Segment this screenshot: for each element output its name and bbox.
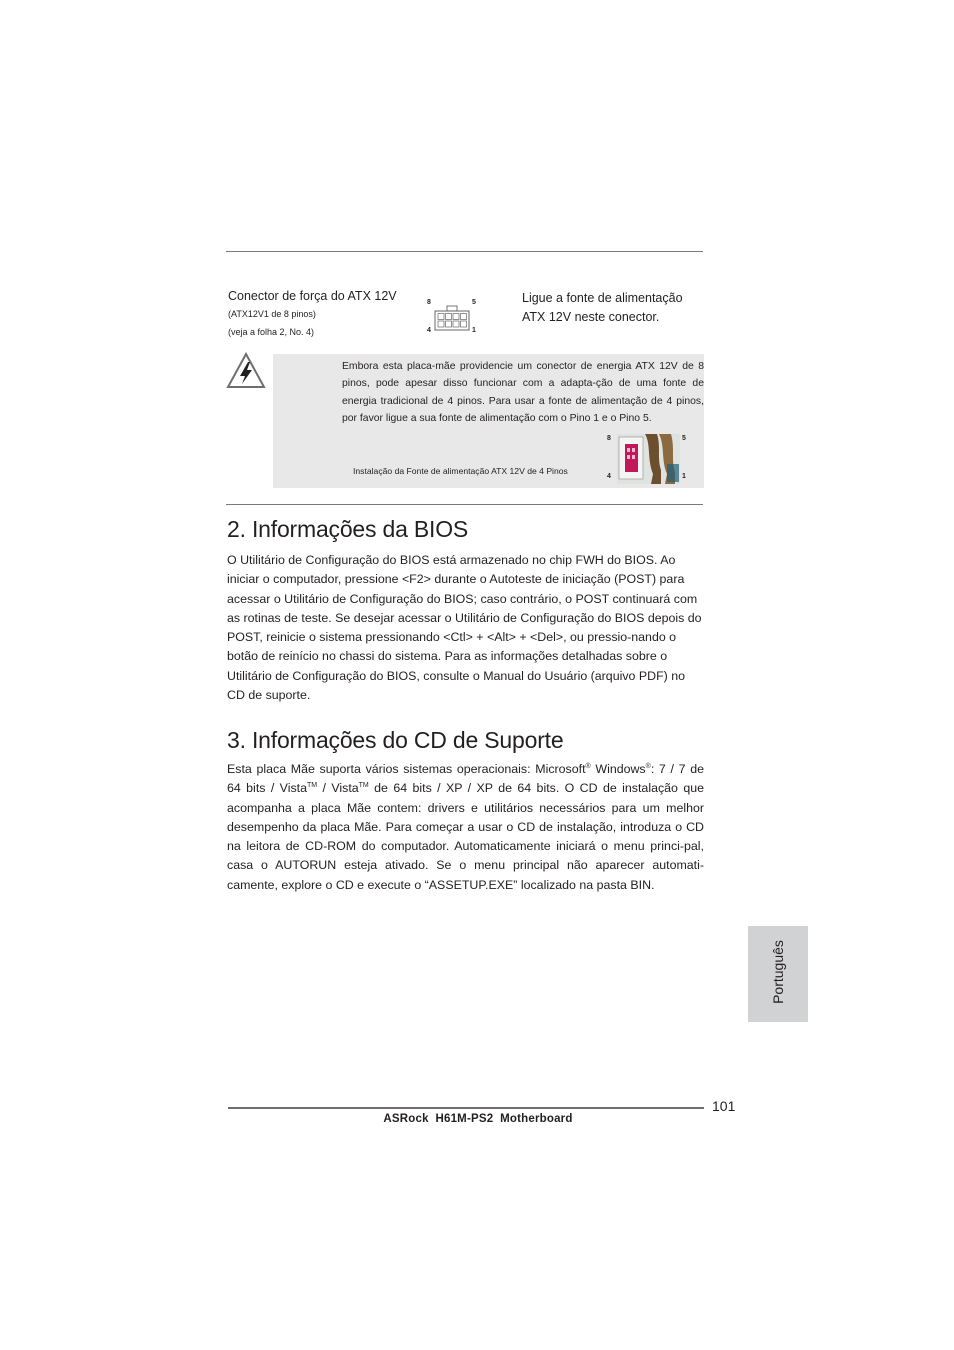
registered-mark: ® (585, 762, 591, 770)
pin-label-8: 8 (427, 299, 431, 306)
warning-high-voltage-icon (226, 352, 266, 390)
four-pin-installation-photo (617, 434, 680, 484)
connector-reference: (veja a folha 2, No. 4) (228, 327, 315, 337)
connector-title: Conector de força do ATX 12V (228, 289, 397, 303)
connector-subtitle: (ATX12V1 de 8 pinos) (228, 309, 316, 319)
section3-body (227, 760, 704, 895)
top-rule (226, 251, 703, 252)
note-text: Embora esta placa-mãe providencie um conector de energia ATX 12V de 8 pinos, pode apesar disso funcionar com a adapta-ção de uma fonte de energia tradicional de 4 pinos. Para usar a fonte de alimentação de 4 pinos, por favor ligue a sua fonte de alimentação com o Pino 1 e o Pino 5. (342, 361, 704, 424)
pin-label-5: 5 (472, 299, 476, 306)
note-pin-label-8: 8 (607, 435, 611, 442)
trademark: TM (307, 782, 318, 790)
note-box (273, 354, 704, 488)
section3-heading: 3. Informações do CD de Suporte (227, 727, 564, 753)
section3-body-part5: de 64 bits / XP / XP de 64 bits. O CD de instalação que acompanha a placa Mãe contem: drivers e utilitários necessários para um melhor desempenho da placa Mãe. Para começar a usar o CD de instalação, introduza o CD na leitora de CD-ROM do computador. Automaticamente iniciará o menu princi-pal, casa o AUTORUN esteja ativado. Se o menu principal não aparecer automati-camente, explore o CD e execute o “ASSETUP.EXE” localizado na pasta BIN. (227, 781, 704, 892)
registered-mark: ® (645, 762, 651, 770)
note-pin-label-1: 1 (682, 473, 686, 480)
note-pin-label-5: 5 (682, 435, 686, 442)
section2-body: O Utilitário de Configuração do BIOS está armazenado no chip FWH do BIOS. Ao iniciar o computador, pressione <F2> durante o Autoteste de iniciação (POST) para acessar o Utilitário de Configuração do BIOS; caso contrário, o POST continuará com as rotinas de teste. Se desejar acessar o Utilitário de Configuração do BIOS depois do POST, reinicie o sistema pressionando <Ctl> + <Alt> + <Del>, ou pressio-nando o botão de reinício no chassi do sistema. Para as informações detalhadas sobre o Utilitário de Configuração do BIOS, consulte o Manual do Usuário (arquivo PDF) no CD de suporte. (227, 553, 702, 703)
connector-pin-grid-icon (434, 305, 470, 331)
note-pin-label-4: 4 (607, 473, 611, 480)
pin-label-1: 1 (472, 327, 476, 334)
note-caption: Instalação da Fonte de alimentação ATX 12V de 4 Pinos (353, 466, 568, 476)
connector-description: Ligue a fonte de alimentação ATX 12V neste conector. (522, 291, 683, 324)
section3-body-part4: / Vista (317, 781, 359, 796)
section3-body-part1: Esta placa Mãe suporta vários sistemas operacionais: Microsoft (227, 762, 586, 776)
pin-label-4: 4 (427, 327, 431, 334)
trademark: TM (358, 782, 369, 790)
footer-rule (228, 1107, 704, 1109)
section2-rule (226, 504, 703, 505)
footer-product-name: ASRock H61M-PS2 Motherboard (383, 1113, 573, 1125)
section3-body-part2: Windows (590, 762, 646, 776)
page-number: 101 (712, 1098, 736, 1114)
section2-heading: 2. Informações da BIOS (227, 516, 469, 542)
atx12v-connector-diagram (424, 296, 482, 338)
section3-body-part3: : 7 / 7 de 64 bits / Vista (227, 762, 704, 796)
language-side-tab (748, 926, 808, 1022)
language-tab-label: Português (770, 940, 786, 1004)
